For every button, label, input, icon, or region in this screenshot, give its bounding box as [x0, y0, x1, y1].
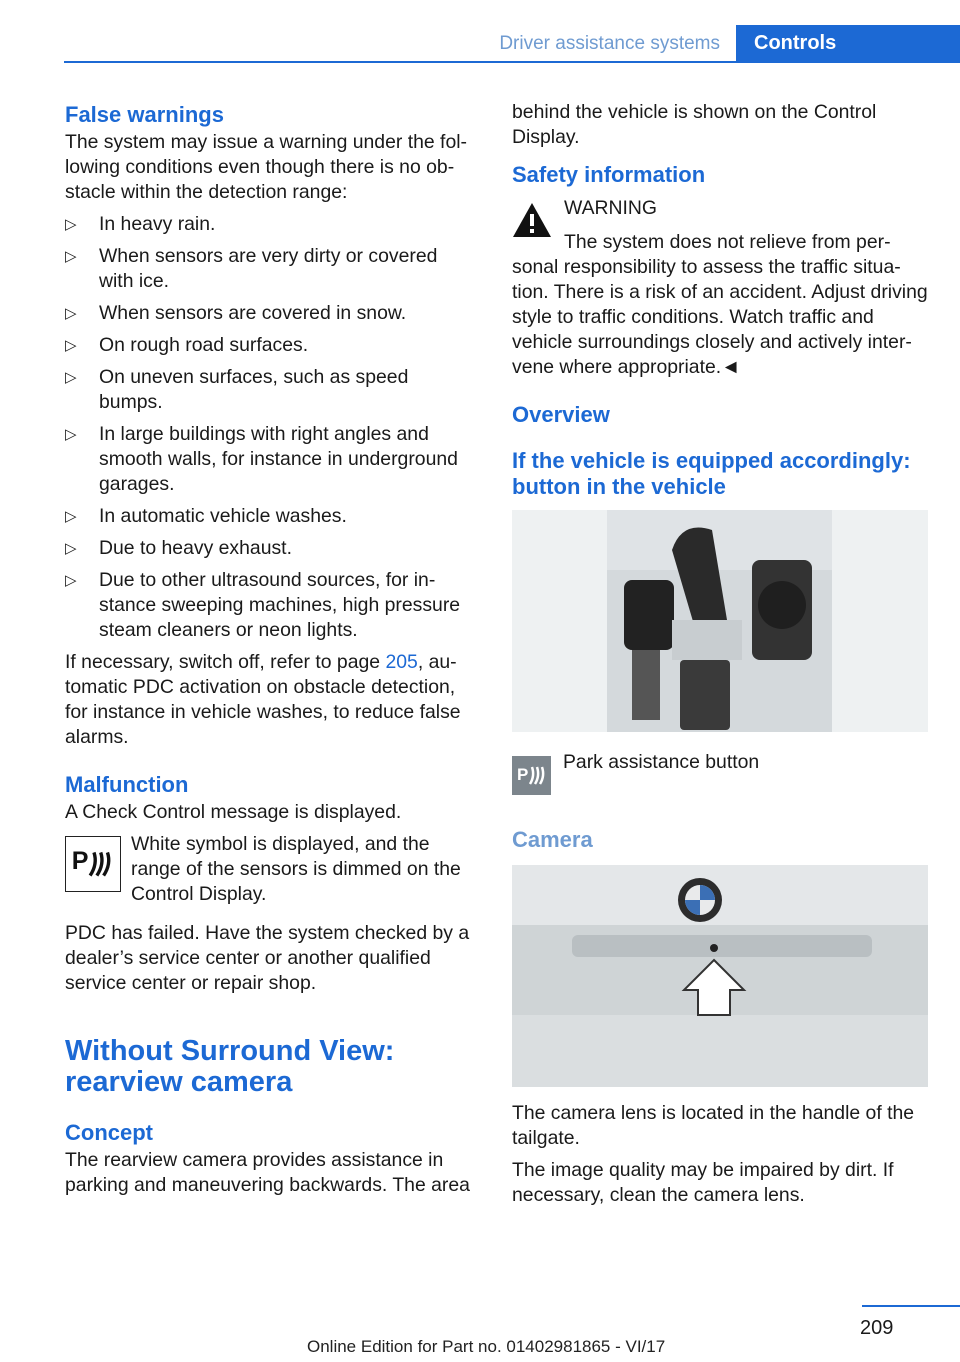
camera-heading: Camera [512, 827, 593, 852]
list-item: ▷ Due to heavy exhaust. [65, 537, 292, 559]
list-item: ▷ On uneven surfaces, such as speed bumps. [65, 366, 409, 413]
footer-edition-text: Online Edition for Part no. 01402981865 - VI/17 [307, 1337, 666, 1356]
svg-text:P: P [71, 846, 89, 875]
page-number: 209 [860, 1317, 894, 1339]
warning-triangle-icon [512, 202, 552, 238]
pdc-failed-text: PDC has failed. Have the system checked by a dealer’s service center or another qualified service center or repair shop. [65, 922, 470, 994]
bullet-triangle-icon: ▷ [65, 540, 77, 557]
bullet-triangle-icon: ▷ [65, 248, 77, 265]
footer-rule [862, 1305, 960, 1307]
list-item: ▷ On rough road surfaces. [65, 334, 309, 356]
rearview-camera-heading: Without Surround View: rearview camera [65, 1035, 395, 1098]
list-item: ▷ When sensors are very dirty or covered with ice. [65, 245, 438, 292]
list-item: ▷ In automatic vehicle washes. [65, 505, 347, 527]
svg-text:P: P [517, 765, 529, 784]
camera-lens-text: The camera lens is located in the handle of the tailgate. [512, 1102, 915, 1149]
camera-photo [512, 865, 928, 1087]
console-photo [512, 510, 928, 732]
list-item: ▷ When sensors are covered in snow. [65, 302, 407, 324]
bullet-triangle-icon: ▷ [65, 508, 77, 525]
park-assistance-button-icon [512, 756, 551, 795]
switch-off-paragraph: If necessary, switch off, refer to page 205, automatic PDC activation on obstacle detection, for instance in vehicle washes, to reduce false alarms. [65, 651, 461, 748]
false-warnings-heading: False warnings [65, 102, 224, 127]
page-reference-link[interactable]: 205 [385, 651, 418, 673]
false-warnings-intro: The system may issue a warning under the following conditions even though there is no obstacle within the detection range: [65, 131, 468, 203]
continued-text: behind the vehicle is shown on the Control Display. [512, 101, 877, 148]
bullet-triangle-icon: ▷ [65, 216, 77, 233]
left-column [65, 100, 477, 1205]
park-assistance-label: Park assistance button [563, 751, 760, 773]
bullet-triangle-icon: ▷ [65, 426, 77, 443]
concept-heading: Concept [65, 1120, 153, 1145]
malfunction-text: A Check Control message is displayed. [65, 801, 402, 823]
warning-text: The system does not relieve from personal responsibility to assess the traffic situation. There is a risk of an accident. Adjust driving style to traffic conditions. Watch traffic and vehicle surroundings closely and actively intervene where appropriate.◄ [512, 231, 928, 378]
list-item: ▷ In large buildings with right angles and smooth walls, for instance in underground garages. [65, 423, 458, 495]
header-chapter-tab: Controls [736, 25, 960, 62]
equipped-heading: If the vehicle is equipped accordingly: button in the vehicle [512, 448, 911, 499]
bullet-triangle-icon: ▷ [65, 305, 77, 322]
list-item: ▷ In heavy rain. [65, 213, 216, 235]
white-symbol-text: White symbol is displayed, and the range of the sensors is dimmed on the Control Display. [131, 833, 461, 905]
bullet-triangle-icon: ▷ [65, 369, 77, 386]
right-column [512, 100, 928, 1215]
image-quality-text: The image quality may be impaired by dirt. If necessary, clean the camera lens. [512, 1159, 894, 1206]
white-symbol-row [65, 832, 477, 907]
concept-text: The rearview camera provides assistance in parking and maneuvering backwards. The area [65, 1149, 470, 1196]
bullet-triangle-icon: ▷ [65, 572, 77, 589]
overview-heading: Overview [512, 402, 610, 427]
park-assistance-row [512, 750, 928, 795]
list-item: ▷ Due to other ultrasound sources, for instance sweeping machines, high pressure steam cleaners or neon lights. [65, 569, 461, 641]
warning-label: WARNING [564, 197, 657, 219]
header-section-title: Driver assistance systems [499, 33, 720, 54]
header-rule [64, 61, 960, 63]
false-warnings-list [65, 212, 477, 643]
safety-heading: Safety information [512, 162, 706, 187]
pdc-sensor-icon [65, 836, 121, 892]
malfunction-heading: Malfunction [65, 772, 189, 797]
bullet-triangle-icon: ▷ [65, 337, 77, 354]
